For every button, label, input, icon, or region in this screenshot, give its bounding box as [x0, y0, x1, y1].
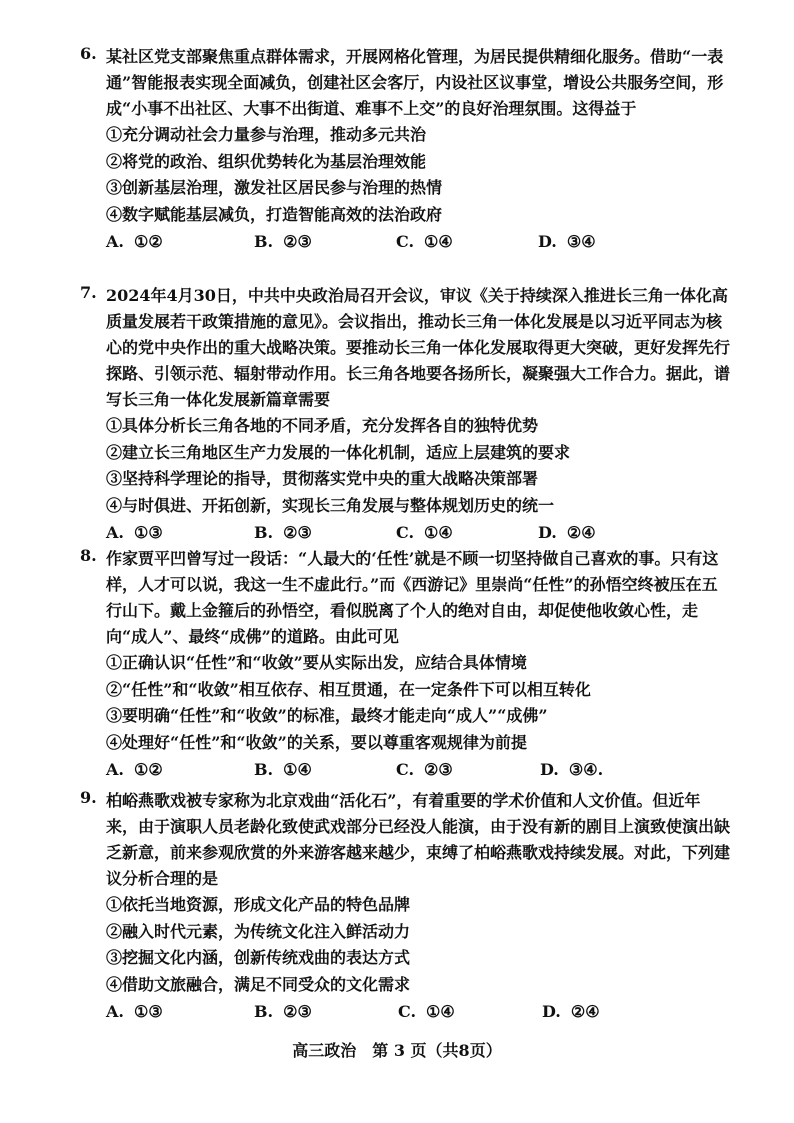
page-footer: 高三政治 第 3 页（共8页）: [292, 1041, 502, 1060]
question-9: [80, 788, 730, 1025]
statement-option: ②建立长三角地区生产力发展的一体化机制，适应上层建筑的要求: [106, 442, 571, 462]
statement-option: ④借助文旅融合，满足不同受众的文化需求: [106, 974, 411, 994]
choice-b: B. ①④: [254, 760, 312, 779]
choice-b: B. ②③: [254, 1002, 312, 1021]
choice-a: A. ①②: [106, 760, 163, 779]
question-6: [80, 44, 730, 255]
choice-d: D. ②④: [538, 523, 596, 542]
choice-d: D. ③④.: [540, 760, 604, 779]
choice-d: D. ②④: [542, 1002, 600, 1021]
answer-choices: [106, 520, 730, 546]
statement-option: ③要明确“任性”和“收敛”的标准，最终才能走向“成人”“成佛”: [106, 706, 548, 725]
statement-option: ①依托当地资源，形成文化产品的特色品牌: [106, 895, 411, 914]
question-number: 8.: [80, 546, 97, 565]
question-stem: 柏峪燕歌戏被专家称为北京戏曲“活化石”，有着重要的学术价值和人文价值。但近年来，由于演职人员老龄化致使武戏部分已经没人能演，由于没有新的剧目上演致使演出缺乏新意，前来参观欣赏的外来游客越来越少，束缚了柏峪燕歌戏持续发展。对此，下列建议分析合理的是: [106, 791, 731, 888]
statement-option: ③坚持科学理论的指导，贯彻落实党中央的重大战略决策部署: [106, 469, 539, 488]
question-number: 9.: [80, 788, 97, 807]
statement-option: ④与时俱进、开拓创新，实现长三角发展与整体规划历史的统一: [106, 495, 555, 515]
statement-option: ①具体分析长三角各地的不同矛盾，充分发挥各自的独特优势: [106, 416, 539, 435]
question-8: [80, 546, 730, 783]
choice-a: A. ①③: [106, 523, 163, 542]
question-number: 7.: [80, 283, 97, 302]
statement-option: ①正确认识“任性”和“收敛”要从实际出发，应结合具体情境: [106, 653, 527, 672]
statement-option: ②“任性”和“收敛”相互依存、相互贯通，在一定条件下可以相互转化: [106, 679, 591, 699]
statement-option: ②融入时代元素，为传统文化注入鲜活动力: [106, 921, 411, 941]
choice-b: B. ②③: [254, 232, 312, 251]
statement-option: ③挖掘文化内涵，创新传统戏曲的表达方式: [106, 948, 411, 967]
choice-c: C. ①④: [396, 523, 453, 542]
question-stem: 某社区党支部聚焦重点群体需求，开展网格化管理，为居民提供精细化服务。借助“一表通”智能报表实现全面减负，创建社区会客厅，内设社区议事堂，增设公共服务空间，形成“小事不出社区、大事不出街道、难事不上交”的良好治理氛围。这得益于: [106, 47, 724, 118]
choice-d: D. ③④: [538, 232, 596, 251]
statement-option: ①充分调动社会力量参与治理，推动多元共治: [106, 125, 427, 144]
statement-option: ④数字赋能基层减负，打造智能高效的法治政府: [106, 204, 443, 224]
answer-choices: [106, 999, 730, 1025]
answer-choices: [106, 229, 730, 255]
statement-option: ④处理好“任性”和“收敛”的关系，要以尊重客观规律为前提: [106, 732, 527, 752]
choice-a: A. ①③: [106, 1002, 163, 1021]
choice-c: C. ①④: [398, 1002, 455, 1021]
choice-a: A. ①②: [106, 232, 163, 251]
statement-option: ③创新基层治理，激发社区居民参与治理的热情: [106, 178, 443, 197]
statement-option: ②将党的政治、组织优势转化为基层治理效能: [106, 151, 427, 171]
question-stem: 作家贾平凹曾写过一段话：“人最大的‘任性’就是不顾一切坚持做自己喜欢的事。只有这样，人才可以说，我这一生不虚此行。”而《西游记》里崇尚“任性”的孙悟空终被压在五行山下。戴上金箍后的孙悟空，看似脱离了个人的绝对自由，却促使他收敛心性，走向“成人”、最终“成佛”的道路。由此可见: [106, 549, 719, 646]
question-stem: 2024年4月30日，中共中央政治局召开会议，审议《关于持续深入推进长三角一体化高质量发展若干政策措施的意见》。会议指出，推动长三角一体化发展是以习近平同志为核心的党中央作出的重大战略决策。要推动长三角一体化发展取得更大突破，更好发挥先行探路、引领示范、辐射带动作用。长三角各地要各扬所长，凝聚强大工作合力。据此，谱写长三角一体化发展新篇章需要: [106, 286, 731, 409]
choice-b: B. ②③: [254, 523, 312, 542]
question-number: 6.: [80, 44, 97, 63]
choice-c: C. ②③: [396, 760, 453, 779]
choice-c: C. ①④: [396, 232, 453, 251]
question-7: [80, 283, 730, 546]
answer-choices: [106, 757, 730, 783]
